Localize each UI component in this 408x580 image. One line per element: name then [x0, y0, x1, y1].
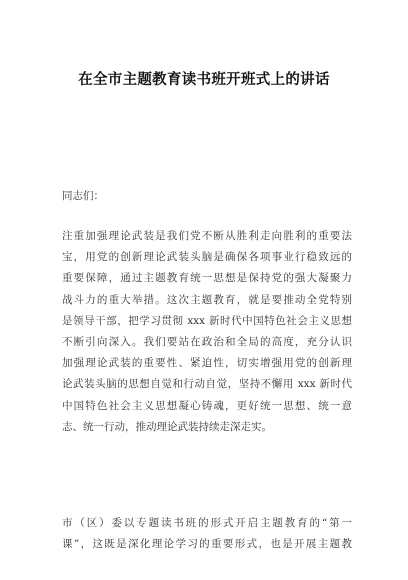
paragraph-line: 加强理论武装的重要性、紧迫性，切实增强用党的创新理 — [62, 357, 352, 370]
paragraph-line: 中国特色社会主义思想凝心铸魂，更好统一思想、统一意 — [62, 399, 352, 412]
paragraph-line: 是领导干部，把学习贯彻 xxx 新时代中国特色社会主义思想 — [62, 314, 352, 327]
paragraph-line: 重要保障，通过主题教育统一思想是保持党的强大凝聚力 — [62, 272, 352, 285]
paragraph — [62, 226, 352, 438]
paragraph-line: 市（区）委以专题读书班的形式开启主题教育的“第一 — [62, 517, 352, 529]
document-title: 在全市主题教育读书班开班式上的讲话 — [78, 72, 330, 88]
paragraph-line: 志、统一行动，推动理论武装持续走深走实。 — [62, 420, 272, 433]
paragraph-line: 课”，这既是深化理论学习的重要形式，也是开展主题教 — [62, 538, 352, 551]
paragraph-line: 不断引向深入。我们要站在政治和全局的高度，充分认识 — [62, 335, 352, 348]
paragraph-line: 论武装头脑的思想自觉和行动自觉，坚持不懈用 xxx 新时代 — [62, 378, 352, 391]
paragraph-line: 战斗力的重大举措。这次主题教育，就是要推动全党特别 — [62, 293, 352, 306]
paragraph-line: 宝，用党的创新理论武装头脑是确保各项事业行稳致远的 — [62, 251, 352, 264]
paragraph-line: 注重加强理论武装是我们党不断从胜利走向胜利的重要法 — [62, 230, 352, 242]
salutation: 同志们： — [62, 190, 104, 202]
paragraph — [62, 513, 352, 555]
